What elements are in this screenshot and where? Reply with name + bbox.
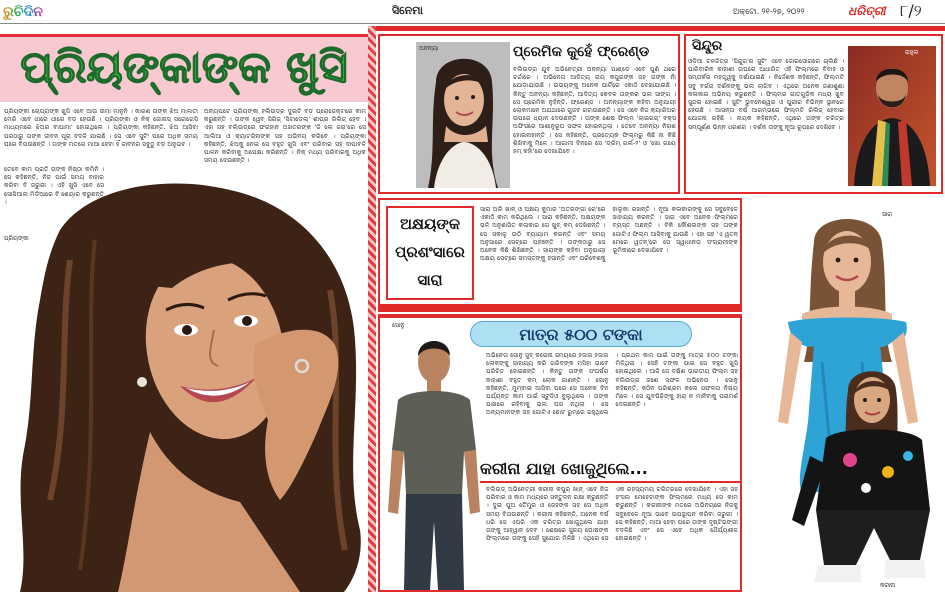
kareena-photo [770, 360, 945, 592]
sonu-article-text: ଅଭିନେତା ସୋନୁ ସୁଦ୍ କରୋନା ସମୟରେ ହଜାର ହଜାର ଲୋକଙ୍କୁ ସାହାଯ୍ୟ କରି ଗରିବଙ୍କ ମସିହା ଭାବେ ପରିଚିତ ହୋଇଛନ୍ତି । କିନ୍ତୁ ତାଙ୍କ ସଂଘର୍ଷର କାହାଣୀ ବହୁତ କମ୍ ଲୋକ ଜାଣନ୍ତି । ସୋନୁ କହିଛନ୍ତି, ମୁମ୍ବାଇ ଆସିବା ପରେ ସେ ଅନେକ ଦିନ ପର୍ଯ୍ୟନ୍ତ କାମ ପାଇଁ ସ୍ଟୁଡିଓ ବୁଲୁଥିଲେ । ତାଙ୍କ ପାଖରେ ରହିବାକୁ ଭଲ ଘର ନଥିଲା । ସେ ଅନ୍ୟମାନଙ୍କ ସହ ଗୋଟିଏ ଛୋଟ ରୁମ୍‌ରେ ରହୁଥିଲେ । ପ୍ରଥମ କାମ ପାଇଁ ତାଙ୍କୁ ମାତ୍ର ୫୦୦ ଟଙ୍କା ମିଳିଥିଲା । ସେହି ଟଙ୍କା ପାଇ ସେ ବହୁତ ଖୁସି ହୋଇଥିଲେ । ଆଜି ସେ ଦକ୍ଷିଣ ଭାରତୀୟ ଫିଲ୍ମ ସହ ବଲିଉଡ୍‌ର ଜଣେ ସଫଳ ଅଭିନେତା । ସୋନୁ କହିଛନ୍ତି, କଠିନ ପରିଶ୍ରମ କଲେ ସଫଳତା ନିଶ୍ଚୟ ମିଳେ । ସେ ଯୁବପିଢ଼ିଙ୍କୁ ହାର୍ ନ ମାନିବାକୁ ପରାମର୍ଶ ଦେଇଛନ୍ତି । [486, 352, 738, 417]
section-title: ସିନେମା [392, 4, 423, 17]
header-divider [0, 23, 945, 24]
issue-date: ଅକ୍ଟୋ. ୨୧-୨୭, ୨୦୨୨ [733, 7, 805, 16]
sonu-headline: ମାତ୍ର ୫୦୦ ଟଙ୍କା [470, 321, 692, 347]
sonu-caption: ସୋନୁ [392, 322, 405, 329]
sindoor-headline: ସିନ୍ଦୁର [692, 38, 723, 54]
section-logo: ରୁଚିଦିନ [3, 4, 43, 20]
actor-photo [848, 46, 936, 186]
priyanka-caption: ପ୍ରିୟଙ୍କା [4, 235, 29, 242]
sara-caption: ସାରା [882, 211, 893, 218]
kareena-headline: କରୀନା ଯାହା ଖୋଜୁଥିଲେ... [480, 457, 740, 483]
sonu-photo [380, 322, 484, 590]
page-gutter-divider [368, 26, 376, 592]
boyfriend-headline: ପ୍ରେମିକ କୁହେଁ ଫ୍ରେଣ୍ଡ [513, 44, 650, 60]
section-divider-band [378, 304, 742, 312]
kareena-article-text: ବଲିଉଡ୍ ଅଭିନେତ୍ରୀ କରୀନା କପୁର୍ ଖାନ୍ ଏବେ ନିଜ ପରିବାର ଓ କାମ ମଧ୍ୟରେ ସନ୍ତୁଳନ ରକ୍ଷା କରୁଛନ୍ତି । ଦୁଇ ପୁଅ ତୈମୁର ଓ ଜେହଙ୍କ ସହ ସେ ଅଧିକ ସମୟ ବିତାଉଛନ୍ତି । କରୀନା କହିଛନ୍ତି, ଅନେକ ବର୍ଷ ଧରି ସେ ଏପରି ଏକ ଚରିତ୍ର ଖୋଜୁଥିଲେ ଯାହା ତାଙ୍କୁ ଆହ୍ୱାନ ଦେବ । ଶେଷରେ ସୁଜୟ ଘୋଷଙ୍କ ଫିଲ୍ମରେ ତାଙ୍କୁ ସେହି ସୁଯୋଗ ମିଳିଛି । ଏଥିରେ ସେ ଏକ ରହସ୍ୟମୟ ଚରିତ୍ରରେ ଦେଖାଯିବେ । ଏହା ସହ ହଂସଲ ମେହେଟାଙ୍କ ଫିଲ୍ମରେ ମଧ୍ୟ ସେ କାମ କରୁଛନ୍ତି । କରୀନାଙ୍କ ମତରେ ଅଭିନୟରେ ନିଜକୁ ସବୁବେଳେ ନୂଆ ଭାବେ ଉପସ୍ଥାପନ କରିବା ଜରୁରୀ । ସେ କହିଛନ୍ତି, ମାଆ ହେବା ପରେ ତାଙ୍କ ଦୃଷ୍ଟିଭଙ୍ଗୀ ବଦଳିଛି ଏବଂ ସେ ଏବେ ଅଧିକ ଧୈର୍ଯ୍ୟଶୀଳ ହୋଇଛନ୍ତି । [486, 486, 738, 543]
sara-article-text: ସାରା ଅଲି ଖାନ୍ ଓ ଅକ୍ଷୟ କୁମାର 'ଅତରଙ୍ଗୀ ରେ'ରେ ଏକାଠି କାମ କରିଥିଲେ । ସାରା କହିଛନ୍ତି, ଅକ୍ଷୟଙ୍କ ଭଳି ଅନୁଶାସିତ କଳାକାର ସେ ଖୁବ୍ କମ୍ ଦେଖିଛନ୍ତି । ସେ ସକାଳୁ ଉଠି ବ୍ୟାୟାମ କରନ୍ତି ଏବଂ ସମୟ ଅନୁସାରେ ସେଟ୍‌ରେ ପହଞ୍ଚନ୍ତି । ତାଙ୍କଠାରୁ ସେ ଅନେକ କିଛି ଶିଖିଛନ୍ତି । ସାରାଙ୍କ କହିବା ଅନୁଯାୟୀ ଅକ୍ଷୟ ସେଟ୍‌ରେ ସମସ୍ତଙ୍କୁ ହସାନ୍ତି ଏବଂ ପରିବେଶକୁ ହାଲୁକା ରଖନ୍ତି । ନୂଆ କଳାକାରଙ୍କୁ ସେ ସବୁବେଳେ ସାହାଯ୍ୟ କରନ୍ତି । ସାରା ଏବେ ଅନେକ ଫିଲ୍ମରେ ବ୍ୟସ୍ତ ଅଛନ୍ତି । ବିକି କୌଶଲଙ୍କ ସହ ତାଙ୍କ ଗୋଟିଏ ଫିଲ୍ମ ଆସିବାକୁ ଯାଉଛି । ଏହା ସହ 'ଏ ୱତନ୍ ମେରେ ୱତନ୍'ରେ ସେ ସ୍ୱାଧୀନତା ସଂଗ୍ରାମୀଙ୍କ ଭୂମିକାରେ ଦେଖାଯିବେ । [480, 206, 738, 263]
newspaper-logo: ଧରିତ୍ରୀ [848, 4, 886, 18]
kareena-caption: କରୀନା [880, 582, 896, 589]
page-number: ୮/୨ [900, 1, 922, 20]
boyfriend-article-text: ବଲିଉଡ୍‌ର ଯୁବ ଅଭିନେତ୍ରୀ ଅନନ୍ୟା ପାଣ୍ଡେ ଏବେ ପୁଣି ଥରେ ଚର୍ଚ୍ଚାରେ । ଅଭିନେତା ଆଦିତ୍ୟ ରାୟ କପୁରଙ୍କ ସହ ତାଙ୍କ ନାଁ ଯୋଡ଼ାଯାଉଛି । ଉଭୟଙ୍କୁ ଅନେକ ପାର୍ଟିରେ ଏକାଠି ଦେଖାଯାଇଛି । କିନ୍ତୁ ଅନନ୍ୟା କହିଛନ୍ତି, ଆଦିତ୍ୟ କେବଳ ତାଙ୍କର ଭଲ ସାଙ୍ଗ । ସେ ପ୍ରେମିକ ନୁହଁନ୍ତି, ଫ୍ରେଣ୍ଡ । ଅନନ୍ୟାଙ୍କ କହିବା ଅନୁଯାୟୀ ଲୋକମାନେ ଅଯଥାରେ ଗୁଜବ ରଟାଉଛନ୍ତି । ସେ ଏବେ ନିଜ କ୍ୟାରିଅର ଉପରେ ଧ୍ୟାନ ଦେଉଛନ୍ତି । ତାଙ୍କ ଶେଷ ଫିଲ୍ମ 'ଲାଇଗର୍' ବକ୍ସ ଅଫିସରେ ଆଶାନୁରୂପ ସଫଳ ହୋଇନଥିଲା । ତେବେ ଅନନ୍ୟା ନିରାଶ ହୋଇନାହାନ୍ତି । ସେ କହିଛନ୍ତି, ପ୍ରତ୍ୟେକ ଫିଲ୍ମରୁ କିଛି ନା କିଛି ଶିଖିବାକୁ ମିଳେ । ଆଗାମୀ ଦିନରେ ସେ 'ଡ୍ରିମ୍ ଗର୍ଲ-୨' ଓ 'ଖୋ ଗୟେ ହମ୍ କହାଁ'ରେ ଦେଖାଯିବେ । [513, 66, 676, 156]
priyanka-photo [0, 170, 368, 592]
lead-headline: ପ୍ରିୟଙ୍କାଙ୍କ ଖୁସି [20, 42, 348, 93]
ananya-photo [416, 42, 510, 188]
sara-headline: ଅକ୍ଷୟଙ୍କ ପ୍ରଶଂସାରେ ସାରା [386, 206, 474, 300]
right-page-top-strip [376, 26, 945, 31]
actor-caption: ରାହୁଲ [905, 49, 919, 56]
sindoor-article-text: ଓଡ଼ିଆ ଚଳଚ୍ଚିତ୍ର 'ସିନ୍ଦୁର'ର ସୁଟିଂ ଏବେ ଜୋରସୋରରେ ଚାଲିଛି । ପାରିବାରିକ କାହାଣୀ ଉପରେ ଆଧାରିତ ଏହି ଫିଲ୍ମରେ ବିବାହ ଓ ସମ୍ପର୍କର ମହତ୍ତ୍ୱକୁ ଦର୍ଶାଯାଇଛି । ନିର୍ଦ୍ଦେଶକ କହିଛନ୍ତି, ଫିଲ୍ମଟି ସବୁ ବର୍ଗର ଦର୍ଶକଙ୍କୁ ଭଲ ଲାଗିବ । ଏଥିରେ ଅନେକ ଜଣାଶୁଣା କଳାକାର ଅଭିନୟ କରୁଛନ୍ତି । ଫିଲ୍ମର ଗୀତଗୁଡ଼ିକ ମଧ୍ୟ ଖୁବ୍ ସୁନ୍ଦର ହୋଇଛି । ସୁଟିଂ ଭୁବନେଶ୍ୱର ଓ ପୁରୀର ବିଭିନ୍ନ ସ୍ଥାନରେ ହେଉଛି । ଆସନ୍ତା ବର୍ଷ ଆରମ୍ଭରେ ଫିଲ୍ମଟି ରିଲିଜ୍ ହେବାର ଯୋଜନା ରହିଛି । ନାୟକ କହିଛନ୍ତି, ଏଥିରେ ତାଙ୍କ ଚରିତ୍ର ସମ୍ପୂର୍ଣ୍ଣ ଭିନ୍ନ ଧରଣର । ଦର୍ଶକ ତାଙ୍କୁ ନୂଆ ରୂପରେ ଦେଖିବେ । [688, 58, 844, 131]
ananya-caption: ଅନନ୍ୟା [419, 45, 439, 52]
lead-text-column-1-lower: ତେବେ କାମ ପ୍ରତି ତାଙ୍କ ନିଷ୍ଠା କମିନି । ସେ କହିଛନ୍ତି, ନିଜ ପାଇଁ ସମୟ ବାହାର କରିବା ବି ଜରୁରୀ । ଏହି ଖୁସି ଏବେ ସେ ସୋସିଆଲ ମିଡିଆରେ ବି ଶେୟାର କରୁଛନ୍ତି । [4, 166, 104, 206]
lead-text-column-1: ପ୍ରିୟଙ୍କା ଚୋପ୍ରାଙ୍କ ଖୁସି ଏବେ ଆଉ ସୀମା ମାନୁନି । କାରଣ ତାଙ୍କ ଝିଅ ମାଲତୀ ମେରି ଏବେ ଧୀରେ ଧୀରେ ବଡ଼ ହେଉଛି । ପ୍ରିୟଙ୍କା ଓ ନିକ୍ ଜୋନାସ୍ ସରୋଗେସି ମାଧ୍ୟମରେ ଝିଅର ବାପାମା' ହୋଇଥିଲେ । ପ୍ରିୟଙ୍କା କହିଛନ୍ତି, ଝିଅ ଆସିବା ପରଠାରୁ ତାଙ୍କ ଜୀବନ ପୂରା ବଦଳି ଯାଇଛି । ସେ ଏବେ ସୁଟିଂ ପରେ ଅଧିକ ସମୟ ଘରେ ବିତାଉଛନ୍ତି । ତାଙ୍କ ମତରେ ମାଆ ହେବା ହିଁ ଜୀବନର ସବୁଠୁ ବଡ଼ ଅନୁଭବ । [4, 108, 198, 148]
lead-text-column-2: ଅନ୍ୟପଟେ ପ୍ରିୟଙ୍କା ହଲିଉଡ୍‌ର ଦୁଇଟି ବଡ଼ ପ୍ରୋଜେକ୍ଟରେ କାମ କରୁଛନ୍ତି । ତାଙ୍କ ୱେବ୍ ସିରିଜ୍ 'ସିଟାଡେଲ୍' ଶୀଘ୍ର ରିଲିଜ୍ ହେବ । ଏହା ସହ ବଲିଉଡ୍‌ରେ ଫରହାନ ଅଖତରଙ୍କ 'ଜି ଲେ ଜରା'ରେ ସେ ଆଲିଆ ଓ କ୍ୟାଟରିନାଙ୍କ ସହ ଅଭିନୟ କରିବେ । ପ୍ରିୟଙ୍କା କହିଛନ୍ତି, ଝିଅକୁ ନେଇ ସେ ବହୁତ ଖୁସି ଏବଂ ପରିବାର ସହ ଦୀପାବଳି ପାଳନ କରିବାକୁ ଅପେକ୍ଷା କରିଛନ୍ତି । ନିକ୍ ମଧ୍ୟ ପରିବାରକୁ ଅଧିକ ସମୟ ଦେଉଛନ୍ତି । [204, 108, 366, 165]
